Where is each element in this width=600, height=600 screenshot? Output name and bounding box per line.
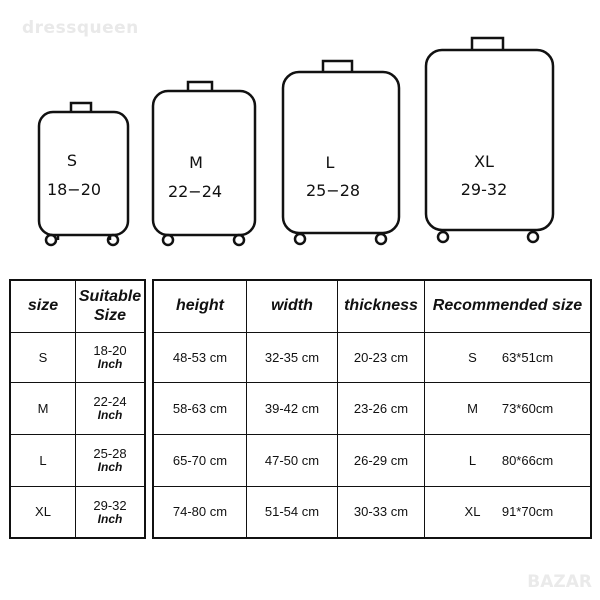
cell-width: 32-35 cm <box>247 332 338 382</box>
table-row <box>10 382 145 434</box>
cell-thickness: 20-23 cm <box>338 332 425 382</box>
row-suitable: 25-28 Inch <box>76 434 146 486</box>
table-row <box>153 486 591 538</box>
cell-recommended <box>425 486 592 538</box>
suitcase-xl-range: 29-32 <box>460 180 508 199</box>
dimensions-table <box>152 279 592 539</box>
size-table <box>9 279 146 539</box>
cell-width: 47-50 cm <box>247 434 338 486</box>
rec-size: S <box>468 349 477 365</box>
row-size: S <box>10 332 76 382</box>
luggage-illustrations <box>0 0 600 260</box>
row-size: XL <box>10 486 76 538</box>
cell-recommended <box>425 332 592 382</box>
cell-height: 74-80 cm <box>153 486 247 538</box>
cell-height: 65-70 cm <box>153 434 247 486</box>
corner-watermark-text: BAZAR <box>527 572 592 592</box>
table-row <box>153 382 591 434</box>
cell-thickness: 26-29 cm <box>338 434 425 486</box>
cell-width: 51-54 cm <box>247 486 338 538</box>
suitcase-l-size: L <box>325 153 335 172</box>
suitcase-s-range: 18−20 <box>46 180 102 199</box>
header-thickness: thickness <box>338 280 425 332</box>
table-row <box>10 332 145 382</box>
rec-dim: 63*51cm <box>501 349 554 365</box>
rec-size: L <box>468 452 477 468</box>
row-size: M <box>10 382 76 434</box>
table-row <box>10 486 145 538</box>
cell-height: 58-63 cm <box>153 382 247 434</box>
header-size-word: Size <box>93 307 126 325</box>
rec-size: M <box>467 400 478 416</box>
header-suitable: Suitable <box>78 288 142 306</box>
rec-dim: 73*60cm <box>501 400 554 416</box>
table-row <box>153 434 591 486</box>
cell-thickness: 23-26 cm <box>338 382 425 434</box>
watermark-text: dressqueen <box>22 18 139 38</box>
row-suitable: 22-24 Inch <box>76 382 146 434</box>
cell-recommended <box>425 434 592 486</box>
header-width: width <box>247 280 338 332</box>
suitcase-xl-size: XL <box>474 152 494 171</box>
dimensions-table-header <box>153 280 591 332</box>
row-suitable: 18-20 Inch <box>76 332 146 382</box>
size-table-header <box>10 280 145 332</box>
header-size: size <box>10 280 76 332</box>
header-recommended-size: Recommended size <box>425 280 592 332</box>
suitcase-s-size: S <box>66 151 78 170</box>
suitcase-s-icon <box>39 103 128 245</box>
rec-dim: 80*66cm <box>501 452 554 468</box>
rec-size: XL <box>464 504 481 520</box>
cell-height: 48-53 cm <box>153 332 247 382</box>
cell-width: 39-42 cm <box>247 382 338 434</box>
header-height: height <box>153 280 247 332</box>
suitcase-l-range: 25−28 <box>305 181 361 200</box>
suitcase-m-range: 22−24 <box>167 182 223 201</box>
suitcase-m-size: M <box>189 153 203 172</box>
table-row <box>153 332 591 382</box>
row-suitable: 29-32 Inch <box>76 486 146 538</box>
table-row <box>10 434 145 486</box>
cell-recommended <box>425 382 592 434</box>
header-suitable-size <box>76 280 146 332</box>
suitcase-xl-icon <box>426 38 553 242</box>
rec-dim: 91*70cm <box>501 504 554 520</box>
row-size: L <box>10 434 76 486</box>
cell-thickness: 30-33 cm <box>338 486 425 538</box>
